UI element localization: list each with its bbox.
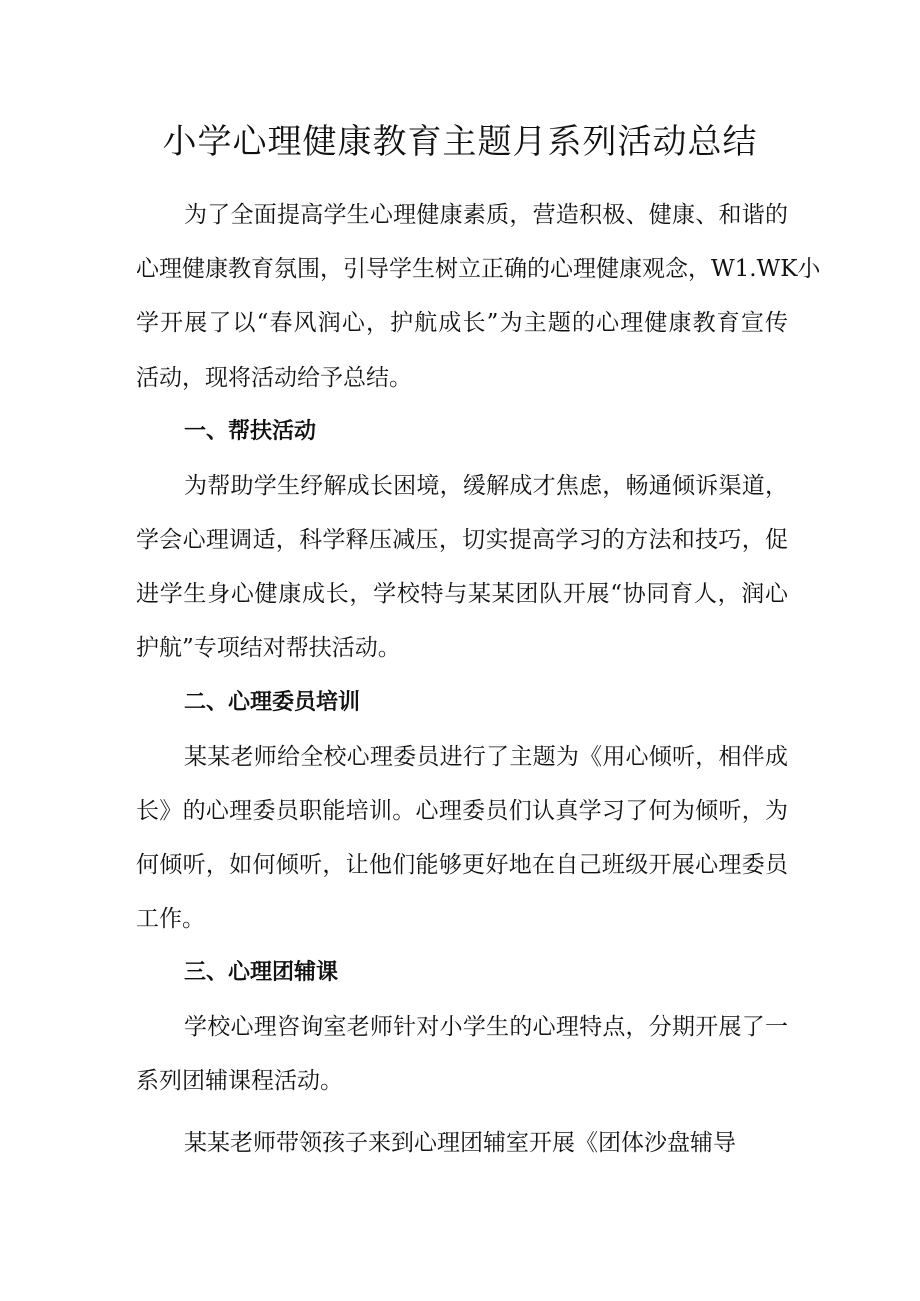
paragraph-line: 学校心理咨询室老师针对小学生的心理特点，分期开展了一 xyxy=(184,1014,788,1040)
paragraph-line: 进学生身心健康成长，学校特与某某团队开展“协同育人，润心 xyxy=(136,581,788,607)
paragraph-line: 为帮助学生纾解成长困境，缓解成才焦虑，畅通倾诉渠道， xyxy=(184,473,788,499)
paragraph-line: 活动，现将活动给予总结。 xyxy=(136,365,412,391)
paragraph-line: 某某老师给全校心理委员进行了主题为《用心倾听，相伴成 xyxy=(184,744,788,770)
paragraph-line: 为了全面提高学生心理健康素质，营造积极、健康、和谐的 xyxy=(184,202,788,228)
paragraph-line: 学会心理调适，科学释压减压，切实提高学习的方法和技巧，促 xyxy=(136,527,788,553)
section-heading: 二、心理委员培训 xyxy=(184,690,361,715)
page-title: 小学心理健康教育主题月系列活动总结 xyxy=(162,122,758,162)
paragraph-line: 何倾听，如何倾听，让他们能够更好地在自己班级开展心理委员 xyxy=(136,852,788,878)
section-heading: 一、帮扶活动 xyxy=(184,419,317,444)
paragraph-line: 学开展了以“春风润心，护航成长”为主题的心理健康教育宣传 xyxy=(136,310,788,336)
paragraph-line: 护航”专项结对帮扶活动。 xyxy=(136,635,401,661)
paragraph-line: 心理健康教育氛围，引导学生树立正确的心理健康观念，W1.WK小 xyxy=(136,256,821,282)
paragraph-line: 长》的心理委员职能培训。心理委员们认真学习了何为倾听，为 xyxy=(136,798,788,824)
section-heading: 三、心理团辅课 xyxy=(184,960,339,985)
paragraph-line: 某某老师带领孩子来到心理团辅室开展《团体沙盘辅导 xyxy=(184,1130,736,1156)
paragraph-line: 系列团辅课程活动。 xyxy=(136,1068,343,1094)
paragraph-line: 工作。 xyxy=(136,906,205,932)
